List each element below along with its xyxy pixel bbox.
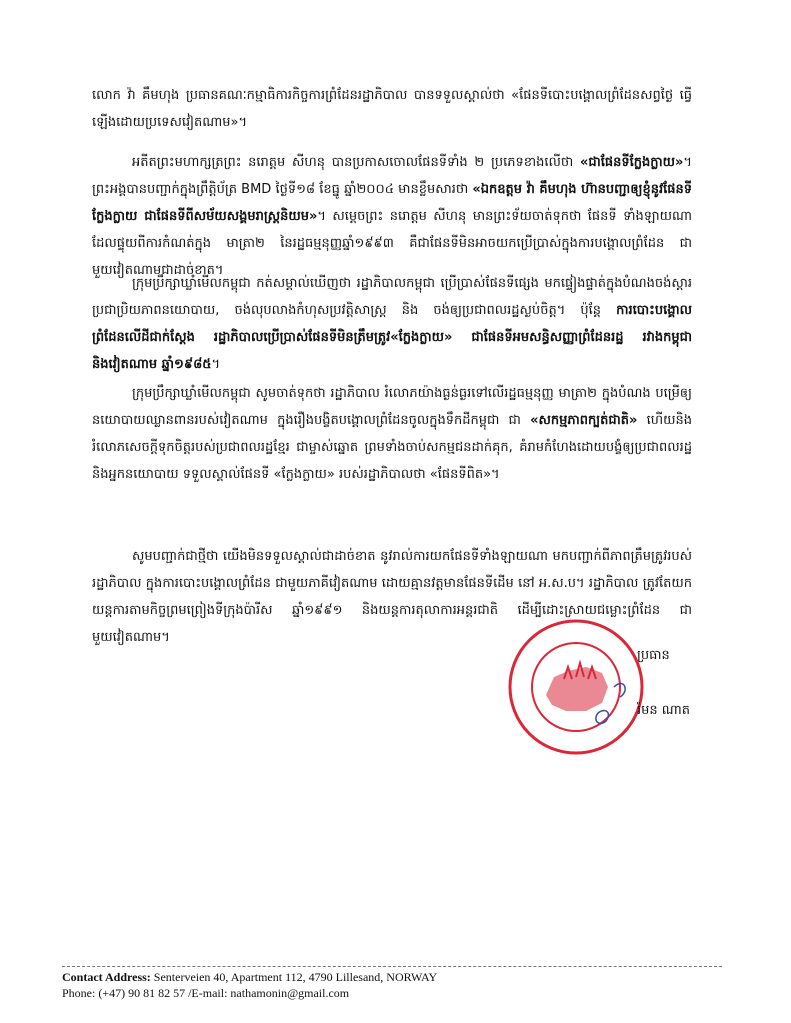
paragraph-1-text: លោក វ៉ា គឹមហុង ប្រធានគណៈកម្មាធិការកិច្ចការព្រំដែនរដ្ឋាភិបាល បានទទួលស្គាល់ថា «ផែនទីបោះបង្គោលព្រំដែនសព្វថ្ងៃ ធ្វើឡើងដោយប្រទេសវៀតណាម»។ xyxy=(92,88,692,130)
footer-contact: Phone: (+47) 90 81 82 57 /E-mail: nathamonin@gmail.com xyxy=(62,986,350,1000)
paragraph-3-text-c: ។ xyxy=(211,357,221,372)
paragraph-2-text-e: ។ សម្ដេចព្រះ នរោត្ដម សីហនុ មានព្រះទ័យចាត់ទុកថា ផែនទី ទាំងឡាយណា ដែលផ្ទុយពីការកំណត់ក្នុង មាត្រា២ នៃរដ្ឋធម្មនុញ្ញឆ្នាំ១៩៩៣ គឺជាផែនទីមិនអាចយកប្រើប្រាស់ក្នុងការបង្គោលព្រំដែន ជាមួយវៀតណាមជាដាច់ខាត។ xyxy=(92,209,692,278)
paragraph-2-bold-quote: «ជាផែនទីក្លែងក្លាយ» xyxy=(579,155,684,170)
footer-address xyxy=(62,969,437,985)
footer-divider xyxy=(62,966,722,967)
paragraph-4-bold: «សកម្មភាពក្បត់ជាតិ» xyxy=(530,413,638,428)
paragraph-3-bold: ការបោះបង្គោលព្រំដែនលើដីជាក់ស្តែង រដ្ឋាភិបាលប្រើប្រាស់ផែនទីមិនត្រឹមត្រូវ«ក្លែងក្លាយ» ជាផែនទីអមសន្ធិសញ្ញាព្រំដែនរដ្ឋ រវាងកម្ពុជា និងវៀតណាម ឆ្នាំ១៩៨៥ xyxy=(92,303,692,372)
paragraph-4 xyxy=(92,380,692,488)
paragraph-3-text-a: ក្រុមប្រឹក្សាឃ្លាំមើលកម្ពុជា កត់សម្គាល់ឃើញថា រដ្ឋាភិបាលកម្ពុជា ប្រើប្រាស់ផែនទីផ្សេង មកផ្ទៀងផ្ទាត់ក្នុងបំណងចង់ស្ដារប្រជាប្រិយភាពនយោបាយ, ចង់លុបលាងកំហុសប្រវត្តិសាស្ត្រ និង ចង់ឲ្យប្រជាពលរដ្ឋស្ងប់ចិត្ត។ ប៉ុន្តែ xyxy=(92,276,692,318)
paragraph-2-text-c: ។ ព្រះអង្គបានបញ្ជាក់ក្នុងព្រឹត្តិប័ត្រ BMD ថ្ងៃទី១៨ ខែធ្នូ ឆ្នាំ២០០៤ មានខ្លឹមសារថា xyxy=(92,155,692,197)
signatory-title: ប្រធាន xyxy=(637,648,670,663)
organization-stamp xyxy=(506,617,646,757)
signatory-name: រ៉មន ណាត xyxy=(637,703,691,718)
paragraph-1 xyxy=(92,82,692,136)
paragraph-5-text: សូមបញ្ជាក់ជាថ្មីថា យើងមិនទទួលស្គាល់ជាដាច់ខាត នូវរាល់ការយកផែនទីទាំងឡាយណា មកបញ្ជាក់ពីភាពត្រឹមត្រូវរបស់រដ្ឋាភិបាល ក្នុងការបោះបង្គោលព្រំដែន ជាមួយភាគីវៀតណាម ដោយគ្មានវត្តមានផែនទីដើម នៅ អ.ស.ប។ រដ្ឋាភិបាល ត្រូវតែយកយន្តការតាមកិច្ចព្រមព្រៀងទីក្រុងប៉ារីស ឆ្នាំ១៩៩១ និងយន្តការតុលាការអន្តរជាតិ ដើម្បីដោះស្រាយជម្លោះព្រំដែន ជាមួយវៀតណាម។ xyxy=(92,549,692,645)
paragraph-4-text-a: ក្រុមប្រឹក្សាឃ្លាំមើលកម្ពុជា សូមចាត់ទុកថា រដ្ឋាភិបាល រំលោភយ៉ាងធ្ងន់ធ្ងរទៅលើរដ្ឋធម្មនុញ្ញ មាត្រា២ ក្នុងបំណង បម្រើឲ្យនយោបាយឈ្លានពានរបស់វៀតណាម ក្នុងរឿងបង្ខិតបង្គោលព្រំដែនចូលក្នុងទឹកដីកម្ពុជា ជា xyxy=(92,386,692,428)
paragraph-2 xyxy=(92,149,692,284)
paragraph-4-text-c: ហើយនិង រំលោភសេចក្ដីទុកចិត្តរបស់ប្រជាពលរដ្ឋខ្មែរ ជាម្ចាស់ឆ្នោត ព្រមទាំងចាប់សកម្មជនដាក់គុក, គំរាមកំហែងដោយបង្ខំឲ្យប្រជាពលរដ្ឋ និងអ្នកនយោបាយ ទទួលស្គាល់ផែនទី «ក្លែងក្លាយ» របស់រដ្ឋាភិបាលថា «ផែនទីពិត»។ xyxy=(92,413,692,482)
paragraph-3 xyxy=(92,270,692,378)
paragraph-2-text-a: អតីតព្រះមហាក្សត្រព្រះ នរោត្ដម សីហនុ បានប្រកាសចោលផែនទីទាំង ២ ប្រភេទខាងលើថា xyxy=(132,155,580,170)
footer xyxy=(62,969,437,1001)
paragraph-2-bold-citation: «ឯកឧត្តម វ៉ា គឹមហុង ហ៊ានបញ្ជាឲ្យខ្ញុំនូវផែនទីក្លែងក្លាយ ជាផែនទីពីសម័យសង្គមរាស្ត្រនិយម» xyxy=(92,182,692,224)
footer-address-text: Senterveien 40, Apartment 112, 4790 Lillesand, NORWAY xyxy=(150,970,438,984)
footer-address-label: Contact Address: xyxy=(62,970,151,984)
